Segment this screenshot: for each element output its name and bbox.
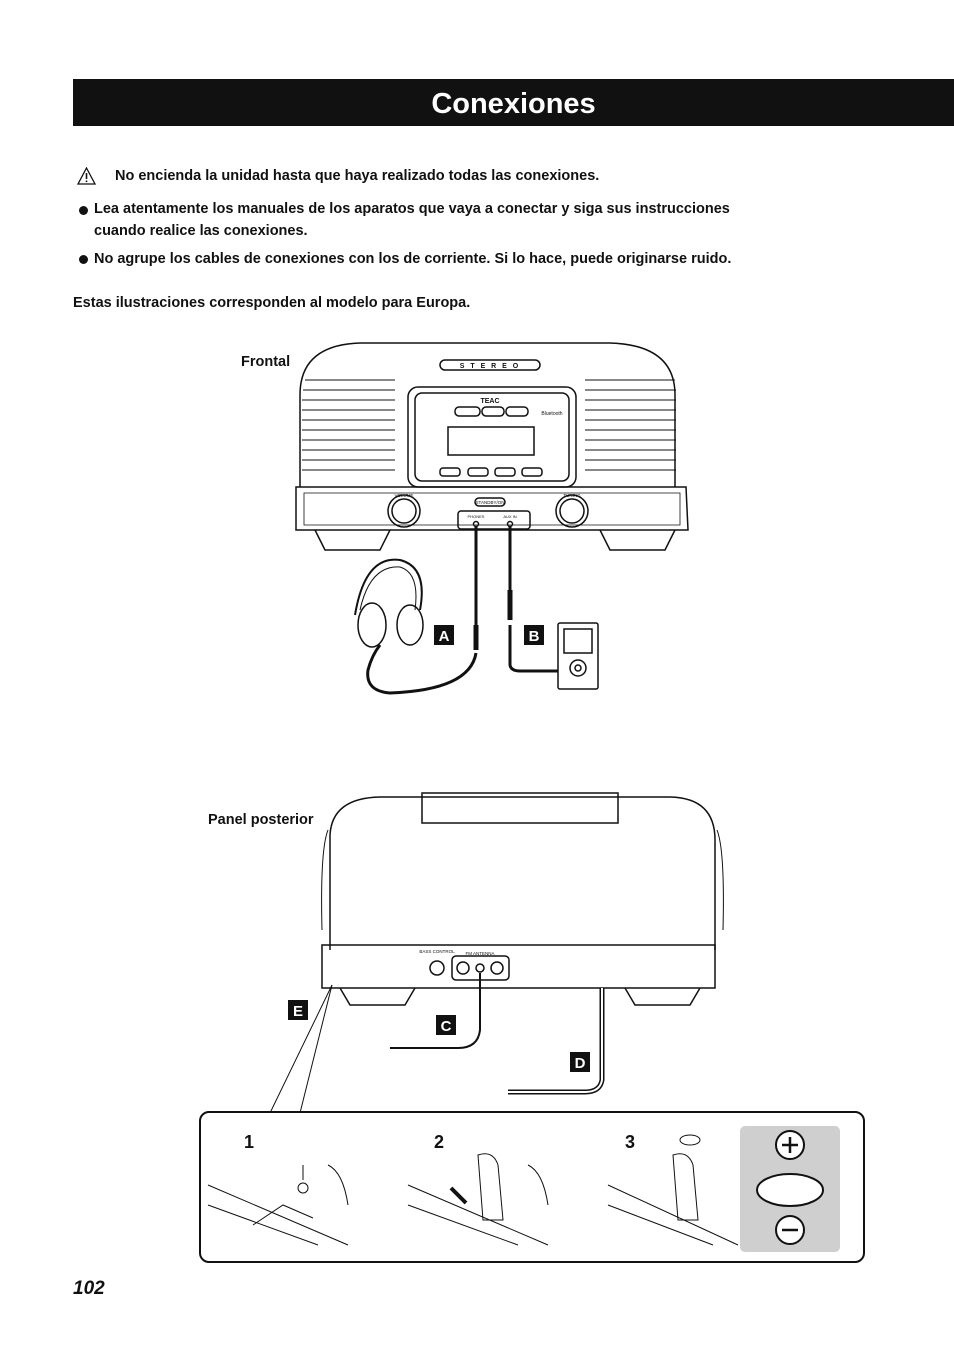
stereo-logo: S T E R E O — [459, 363, 521, 370]
front-label: Frontal — [241, 354, 291, 370]
volume-label: VOLUME — [394, 493, 414, 498]
brand-logo: TEAC — [480, 398, 500, 405]
page-number: 102 — [73, 1278, 105, 1299]
marker-d: D — [574, 1055, 586, 1072]
marker-b: B — [528, 628, 540, 645]
bass-control-label: BASS CONTROL — [419, 949, 455, 954]
bullet-1-line-1: Lea atentamente los manuales de los aparatos que vaya a conectar y siga sus instrucciones — [94, 201, 730, 217]
rear-label: Panel posterior — [208, 812, 314, 828]
rear-panel-illustration — [270, 790, 730, 1120]
aux-jack-label: AUX IN — [503, 514, 517, 519]
bullet-dot — [79, 255, 88, 264]
illustration-note: Estas ilustraciones corresponden al modelo para Europa. — [73, 295, 471, 311]
phones-jack-label: PHONES — [467, 514, 485, 519]
bluetooth-label: Bluetooth — [541, 411, 563, 417]
marker-c: C — [440, 1018, 452, 1035]
step-1-label: 1 — [244, 1132, 255, 1152]
marker-e: E — [292, 1003, 304, 1020]
caution-text: No encienda la unidad hasta que haya realizado todas las conexiones. — [115, 168, 600, 184]
tuning-label: TUNING — [563, 493, 581, 498]
standby-label: STANDBY/ON — [475, 500, 505, 505]
warning-icon — [77, 167, 96, 185]
battery-steps-box — [198, 1110, 866, 1265]
front-panel-illustration — [280, 335, 700, 705]
marker-a: A — [438, 628, 450, 645]
bullet-dot — [79, 206, 88, 215]
bullet-1-line-2: cuando realice las conexiones. — [94, 223, 308, 239]
fm-antenna-label: FM ANTENNA — [465, 951, 495, 956]
step-3-label: 3 — [625, 1132, 636, 1152]
bullet-2: No agrupe los cables de conexiones con los de corriente. Si lo hace, puede originarse ruido. — [94, 251, 732, 267]
step-2-label: 2 — [434, 1132, 445, 1152]
page-title: Conexiones — [431, 88, 596, 120]
title-bar — [73, 79, 954, 126]
